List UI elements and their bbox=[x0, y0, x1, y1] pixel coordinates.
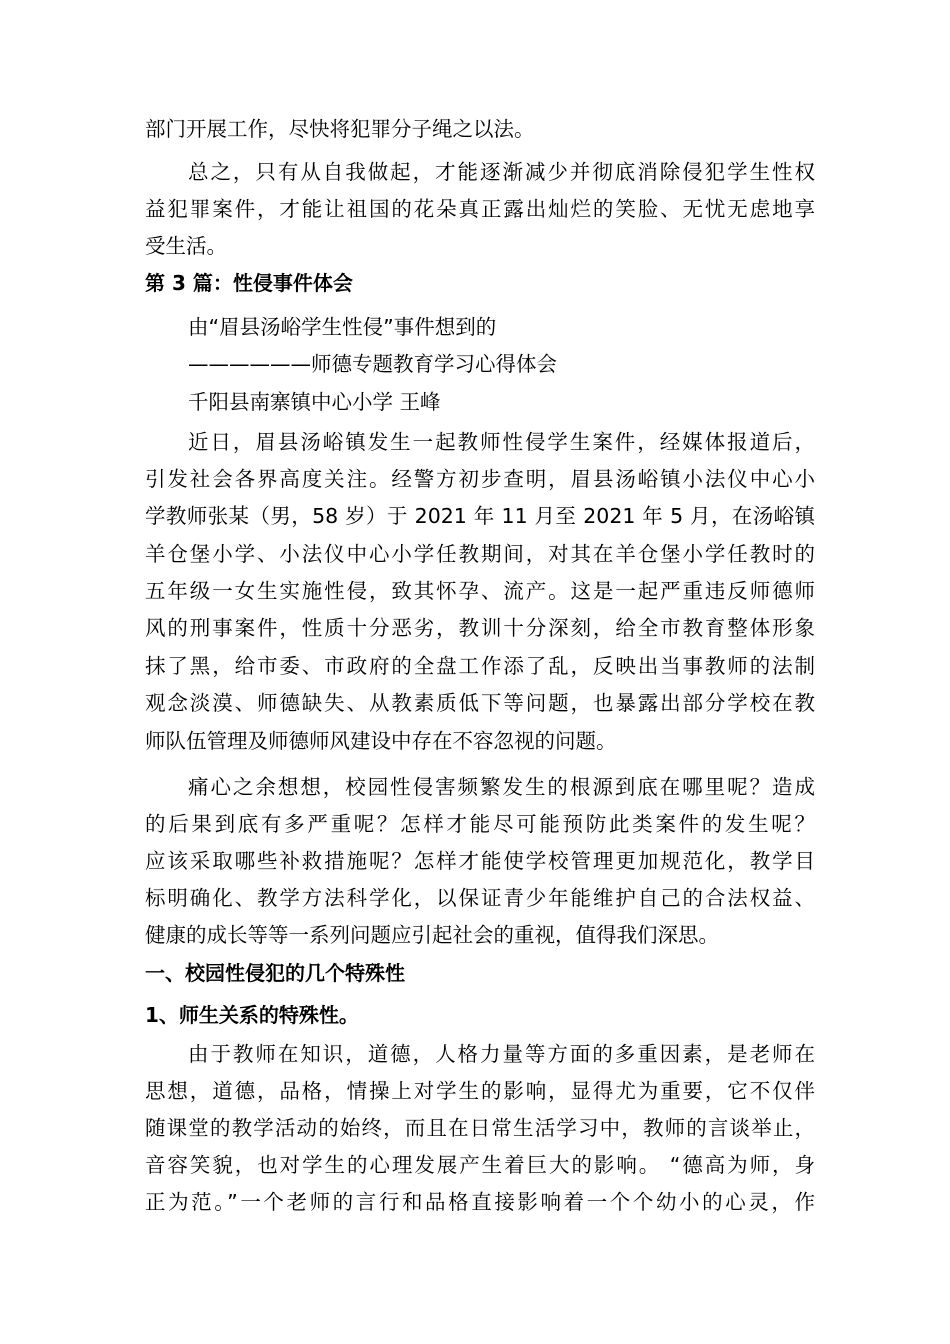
paragraph-line: 痛心之余想想，校园性侵害频繁发生的根源到底在哪里呢？造成 bbox=[188, 775, 815, 799]
article-subtitle: ——————师德专题教育学习心得体会 bbox=[188, 352, 557, 376]
author-line: 千阳县南寨镇中心小学 王峰 bbox=[188, 390, 441, 414]
paragraph-line: 引发社会各界高度关注。经警方初步查明，眉县汤峪镇小法仪中心小 bbox=[145, 467, 815, 491]
paragraph-line: 学教师张某（男，58 岁）于 2021 年 11 月至 2021 年 5 月，在汤峪镇 bbox=[145, 504, 815, 528]
paragraph-line: 风的刑事案件，性质十分恶劣，教训十分深刻，给全市教育整体形象 bbox=[145, 616, 815, 640]
paragraph-line: 抹了黑，给市委、市政府的全盘工作添了乱，反映出当事教师的法制 bbox=[145, 654, 815, 678]
summary-line: 总之，只有从自我做起，才能逐渐减少并彻底消除侵犯学生性权 bbox=[188, 160, 815, 184]
paragraph-line: 正为范。”一个老师的言行和品格直接影响着一个个幼小的心灵，作 bbox=[145, 1190, 815, 1214]
paragraph-line: 健康的成长等等一系列问题应引起社会的重视，值得我们深思。 bbox=[145, 923, 719, 947]
summary-line: 受生活。 bbox=[145, 234, 227, 258]
continuation-line: 部门开展工作，尽快将犯罪分子绳之以法。 bbox=[145, 117, 535, 141]
section-title: 第 3 篇：性侵事件体会 bbox=[145, 271, 353, 295]
paragraph-line: 近日，眉县汤峪镇发生一起教师性侵学生案件，经媒体报道后， bbox=[188, 430, 815, 454]
paragraph-line: 师队伍管理及师德师风建设中存在不容忽视的问题。 bbox=[145, 729, 617, 753]
paragraph-line: 羊仓堡小学、小法仪中心小学任教期间，对其在羊仓堡小学任教时的 bbox=[145, 542, 815, 566]
heading-1: 一、校园性侵犯的几个特殊性 bbox=[145, 961, 405, 985]
paragraph-line: 观念淡漠、师德缺失、从教素质低下等问题，也暴露出部分学校在教 bbox=[145, 691, 815, 715]
paragraph-line: 思想，道德，品格，情操上对学生的影响，显得尤为重要，它不仅伴 bbox=[145, 1079, 815, 1103]
summary-line: 益犯罪案件，才能让祖国的花朵真正露出灿烂的笑脸、无忧无虑地享 bbox=[145, 197, 815, 221]
paragraph-line: 的后果到底有多严重呢？怎样才能尽可能预防此类案件的发生呢？ bbox=[145, 812, 815, 836]
paragraph-line: 由于教师在知识，道德，人格力量等方面的多重因素，是老师在 bbox=[188, 1042, 815, 1066]
paragraph-line: 五年级一女生实施性侵，致其怀孕、流产。这是一起严重违反师德师 bbox=[145, 579, 815, 603]
paragraph-line: 应该采取哪些补救措施呢？怎样才能使学校管理更加规范化，教学目 bbox=[145, 849, 815, 873]
paragraph-line: 音容笑貌，也对学生的心理发展产生着巨大的影响。 “德高为师，身 bbox=[145, 1153, 815, 1177]
heading-1-1: 1、师生关系的特殊性。 bbox=[145, 1003, 359, 1027]
article-title: 由“眉县汤峪学生性侵”事件想到的 bbox=[188, 315, 497, 339]
paragraph-line: 标明确化、教学方法科学化，以保证青少年能维护自己的合法权益、 bbox=[145, 886, 815, 910]
paragraph-line: 随课堂的教学活动的始终，而且在日常生活学习中，教师的言谈举止， bbox=[145, 1116, 815, 1140]
